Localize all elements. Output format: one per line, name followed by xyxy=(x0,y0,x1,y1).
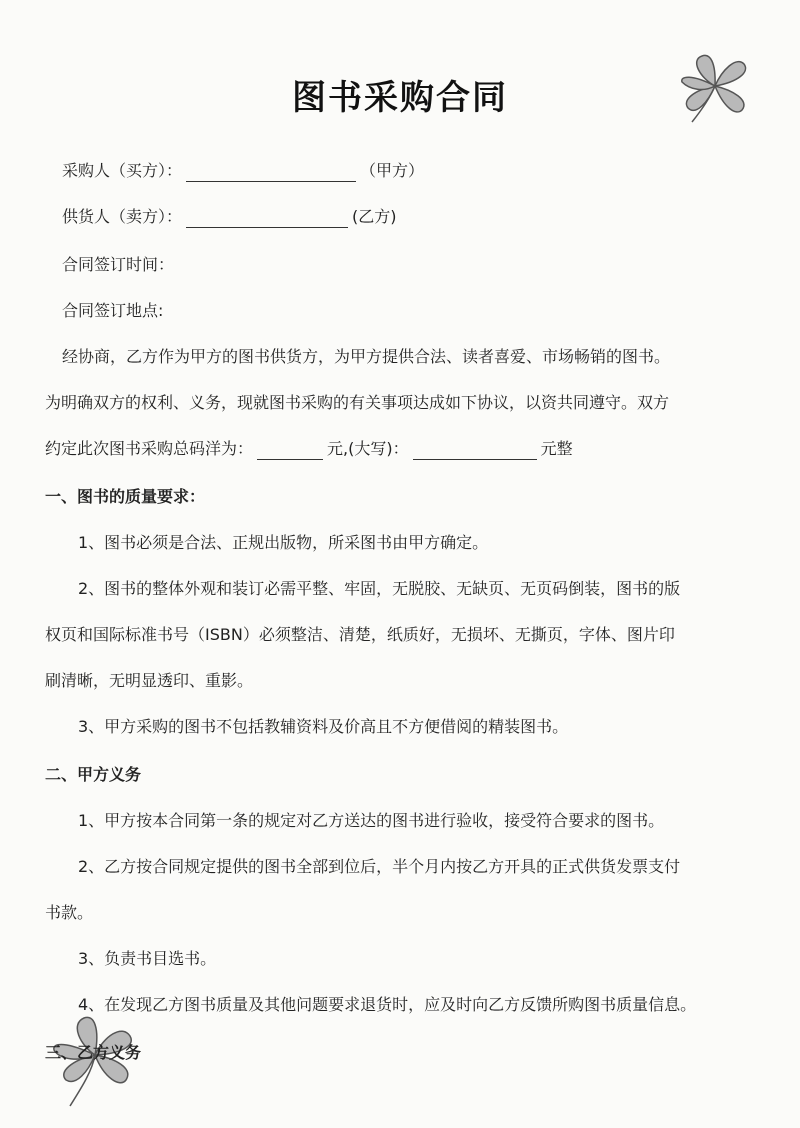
clause-line: 3、负责书目选书。 xyxy=(78,949,217,968)
supplier-label: 供货人（卖方）： xyxy=(62,207,183,226)
supplier-blank xyxy=(186,211,348,228)
capital-amount-blank xyxy=(413,443,537,460)
section-heading: 一、图书的质量要求： xyxy=(45,487,206,506)
intro-line-1: 经协商，乙方作为甲方的图书供货方，为甲方提供合法、读者喜爱、市场畅销的图书。 xyxy=(62,347,671,366)
section-heading: 二、甲方义务 xyxy=(45,765,142,784)
sign-date-field: 合同签订时间： xyxy=(62,255,175,274)
document-title: 图书采购合同 xyxy=(292,78,508,118)
clause-line: 4、在发现乙方图书质量及其他问题要求退货时，应及时向乙方反馈所购图书质量信息。 xyxy=(78,995,697,1014)
clause-line: 2、图书的整体外观和装订必需平整、牢固，无脱胶、无缺页、无页码倒装，图书的版 xyxy=(78,579,681,598)
buyer-label: 采购人（买方）： xyxy=(62,161,183,180)
supplier-suffix: (乙方) xyxy=(352,207,397,226)
buyer-field xyxy=(62,160,424,182)
supplier-field xyxy=(62,206,397,228)
buyer-suffix: （甲方） xyxy=(360,161,425,180)
buyer-blank xyxy=(186,165,356,182)
clause-line: 3、甲方采购的图书不包括教辅资料及价高且不方便借阅的精装图书。 xyxy=(78,717,569,736)
intro-line-3 xyxy=(45,438,573,460)
clause-line: 权页和国际标准书号（ISBN）必须整洁、清楚，纸质好，无损坏、无撕页，字体、图片印 xyxy=(45,625,675,644)
total-label: 约定此次图书采购总码洋为： xyxy=(45,439,254,458)
clause-line: 刷清晰，无明显透印、重影。 xyxy=(45,671,254,690)
clause-line: 1、图书必须是合法、正规出版物，所采图书由甲方确定。 xyxy=(78,533,489,552)
intro-line-2: 为明确双方的权利、义务，现就图书采购的有关事项达成如下协议，以资共同遵守。双方 xyxy=(45,393,670,412)
clause-line: 2、乙方按合同规定提供的图书全部到位后，半个月内按乙方开具的正式供货发票支付 xyxy=(78,857,681,876)
clause-line: 书款。 xyxy=(45,903,94,922)
total-amount-blank xyxy=(257,443,323,460)
sign-place-field: 合同签订地点: xyxy=(62,301,164,320)
clause-line: 1、甲方按本合同第一条的规定对乙方送达的图书进行验收，接受符合要求的图书。 xyxy=(78,811,665,830)
section-heading: 三、乙方义务 xyxy=(45,1043,142,1062)
capital-label: 元,(大写)： xyxy=(327,439,409,458)
total-suffix: 元整 xyxy=(540,439,573,458)
